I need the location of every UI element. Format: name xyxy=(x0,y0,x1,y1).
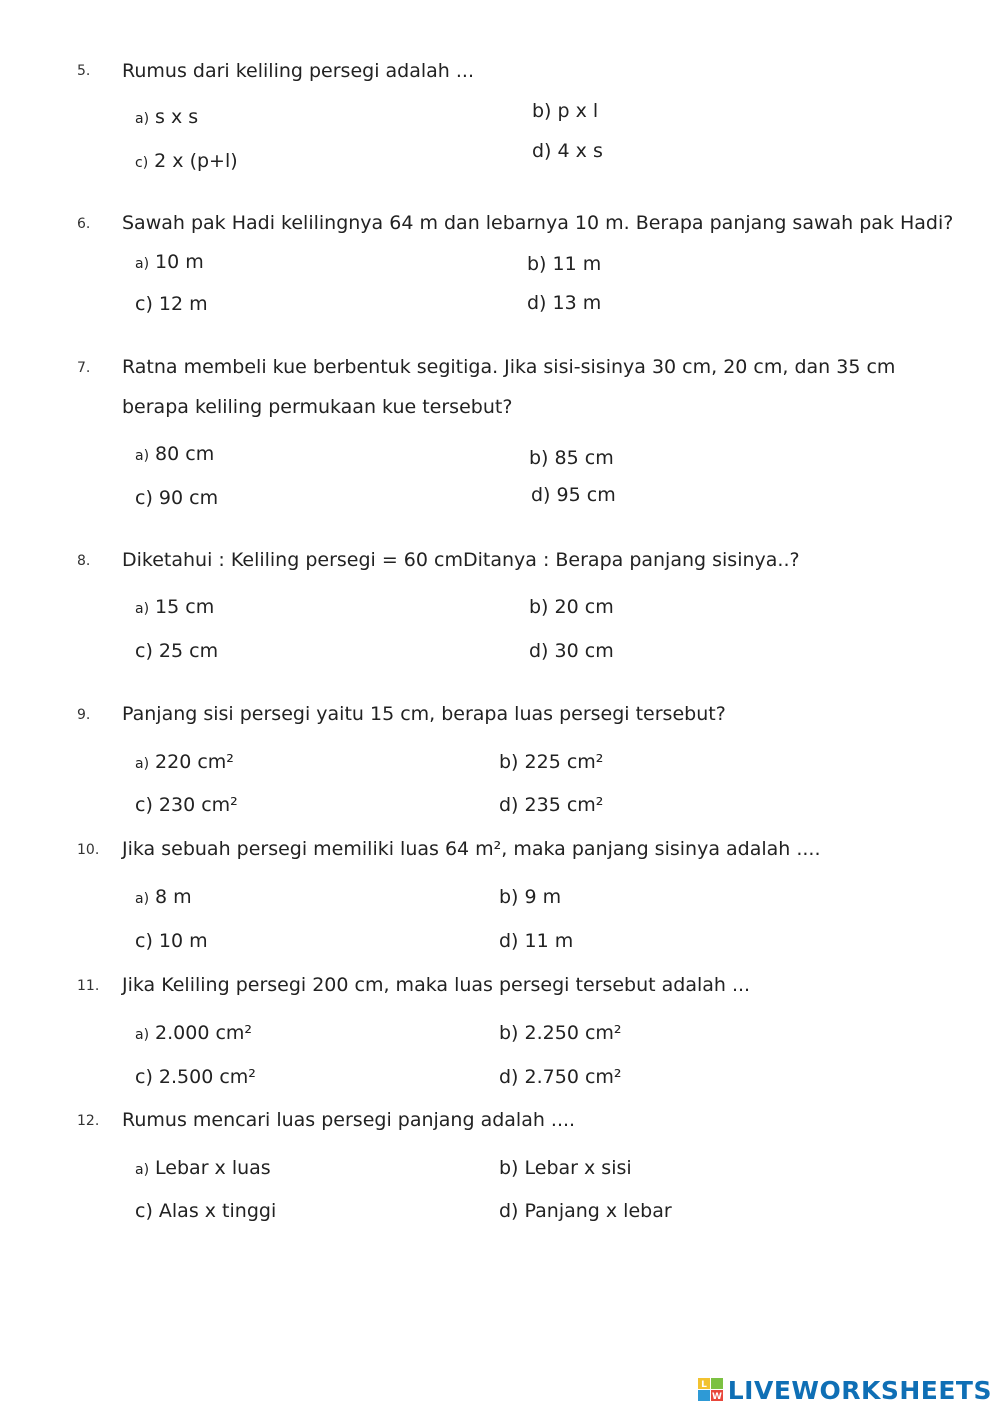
option-b[interactable] xyxy=(527,252,601,276)
option-text: 10 m xyxy=(158,930,208,952)
question-text: Jika sebuah persegi memiliki luas 64 m², maka panjang sisinya adalah .... xyxy=(122,838,821,860)
option-b[interactable] xyxy=(529,595,614,619)
option-b[interactable] xyxy=(532,99,598,123)
option-d[interactable] xyxy=(531,483,616,507)
option-text: 2.750 cm² xyxy=(524,1066,622,1088)
option-text: 13 m xyxy=(552,292,602,314)
option-text: 15 cm xyxy=(155,596,215,618)
option-d[interactable] xyxy=(529,639,614,663)
option-text: Lebar x luas xyxy=(155,1157,271,1179)
option-b[interactable] xyxy=(529,446,614,470)
option-letter: b) xyxy=(499,1157,519,1179)
option-text: 235 cm² xyxy=(524,794,604,816)
option-c[interactable] xyxy=(135,639,218,663)
option-a[interactable] xyxy=(135,442,214,468)
option-letter: b) xyxy=(529,596,549,618)
option-c[interactable] xyxy=(135,149,238,175)
option-text: p x l xyxy=(557,100,599,122)
option-text: 85 cm xyxy=(554,447,614,469)
option-letter: c) xyxy=(135,293,153,315)
option-text: 80 cm xyxy=(155,443,215,465)
option-a[interactable] xyxy=(135,1156,271,1182)
option-text: s x s xyxy=(155,106,199,128)
option-letter: c) xyxy=(135,155,149,171)
option-letter: d) xyxy=(529,640,549,662)
option-c[interactable] xyxy=(135,1199,276,1223)
option-a[interactable] xyxy=(135,595,214,621)
option-text: 230 cm² xyxy=(158,794,238,816)
option-text: 2.000 cm² xyxy=(155,1022,253,1044)
option-letter: a) xyxy=(135,891,150,907)
option-a[interactable] xyxy=(135,1021,252,1047)
option-text: 9 m xyxy=(524,886,562,908)
option-d[interactable] xyxy=(499,929,573,953)
option-text: 11 m xyxy=(524,930,574,952)
option-text: 2 x (p+l) xyxy=(154,150,238,172)
option-c[interactable] xyxy=(135,793,238,817)
question-text: Rumus mencari luas persegi panjang adalah .... xyxy=(122,1109,576,1131)
option-d[interactable] xyxy=(499,1065,622,1089)
option-letter: a) xyxy=(135,256,150,272)
option-text: Alas x tinggi xyxy=(158,1200,277,1222)
option-letter: c) xyxy=(135,1200,153,1222)
option-text: 25 cm xyxy=(158,640,219,662)
option-letter: d) xyxy=(527,292,547,314)
option-text: Panjang x lebar xyxy=(524,1200,672,1222)
option-letter: c) xyxy=(135,794,153,816)
option-c[interactable] xyxy=(135,1065,256,1089)
option-text: 20 cm xyxy=(554,596,614,618)
option-text: 30 cm xyxy=(554,640,614,662)
option-letter: a) xyxy=(135,601,150,617)
option-c[interactable] xyxy=(135,292,208,316)
option-letter: b) xyxy=(529,447,549,469)
option-letter: c) xyxy=(135,930,153,952)
question-text: Diketahui : Keliling persegi = 60 cmDitanya : Berapa panjang sisinya..? xyxy=(122,549,800,571)
option-a[interactable] xyxy=(135,105,198,131)
option-letter: a) xyxy=(135,448,150,464)
option-letter: b) xyxy=(499,886,519,908)
brand-text: LIVEWORKSHEETS xyxy=(727,1375,992,1405)
option-letter: d) xyxy=(499,1200,519,1222)
question-text: Rumus dari keliling persegi adalah ... xyxy=(122,60,474,82)
liveworksheets-brand xyxy=(698,1375,992,1405)
option-b[interactable] xyxy=(499,1021,622,1045)
option-letter: a) xyxy=(135,1027,150,1043)
option-text: 11 m xyxy=(552,253,602,275)
question-text: Ratna membeli kue berbentuk segitiga. Jika sisi-sisinya 30 cm, 20 cm, dan 35 cm xyxy=(122,356,896,378)
question-number: 9. xyxy=(77,707,91,723)
question-number: 6. xyxy=(77,216,91,232)
option-letter: a) xyxy=(135,111,150,127)
option-text: 10 m xyxy=(155,251,204,273)
question-number: 10. xyxy=(77,842,100,858)
option-letter: c) xyxy=(135,1066,153,1088)
logo-letter: W xyxy=(711,1392,722,1402)
question-number: 5. xyxy=(77,63,91,79)
option-a[interactable] xyxy=(135,750,234,776)
option-letter: c) xyxy=(135,487,153,509)
option-letter: a) xyxy=(135,1162,150,1178)
option-d[interactable] xyxy=(499,1199,672,1223)
question-number: 11. xyxy=(77,978,100,994)
option-b[interactable] xyxy=(499,885,561,909)
option-text: 12 m xyxy=(158,293,208,315)
option-a[interactable] xyxy=(135,250,204,276)
option-a[interactable] xyxy=(135,885,192,911)
option-letter: d) xyxy=(499,1066,519,1088)
logo-letter: L xyxy=(700,1380,707,1390)
question-number: 7. xyxy=(77,360,91,376)
question-text-continued: berapa keliling permukaan kue tersebut? xyxy=(122,396,513,418)
question-number: 8. xyxy=(77,553,91,569)
option-letter: b) xyxy=(499,1022,519,1044)
option-text: 2.500 cm² xyxy=(158,1066,256,1088)
option-d[interactable] xyxy=(499,793,603,817)
option-text: 8 m xyxy=(155,886,192,908)
option-text: 225 cm² xyxy=(524,751,604,773)
option-text: 220 cm² xyxy=(155,751,234,773)
option-letter: d) xyxy=(499,794,519,816)
option-d[interactable] xyxy=(532,139,603,163)
option-text: Lebar x sisi xyxy=(524,1157,632,1179)
question-text: Sawah pak Hadi kelilingnya 64 m dan lebarnya 10 m. Berapa panjang sawah pak Hadi? xyxy=(122,212,954,234)
option-b[interactable] xyxy=(499,1156,632,1180)
option-letter: b) xyxy=(499,751,519,773)
option-letter: b) xyxy=(527,253,547,275)
option-text: 2.250 cm² xyxy=(524,1022,622,1044)
option-c[interactable] xyxy=(135,929,208,953)
option-text: 95 cm xyxy=(556,484,616,506)
option-letter: d) xyxy=(499,930,519,952)
option-letter: a) xyxy=(135,756,150,772)
option-c[interactable] xyxy=(135,486,218,510)
question-text: Panjang sisi persegi yaitu 15 cm, berapa luas persegi tersebut? xyxy=(122,703,726,725)
option-letter: b) xyxy=(532,100,552,122)
question-text: Jika Keliling persegi 200 cm, maka luas persegi tersebut adalah ... xyxy=(122,974,751,996)
question-number: 12. xyxy=(77,1113,100,1129)
option-letter: d) xyxy=(531,484,551,506)
option-letter: d) xyxy=(532,140,552,162)
liveworksheets-logo-icon xyxy=(698,1378,724,1402)
option-letter: c) xyxy=(135,640,153,662)
option-b[interactable] xyxy=(499,750,603,774)
option-text: 4 x s xyxy=(557,140,603,162)
option-d[interactable] xyxy=(527,291,601,315)
option-text: 90 cm xyxy=(158,487,219,509)
